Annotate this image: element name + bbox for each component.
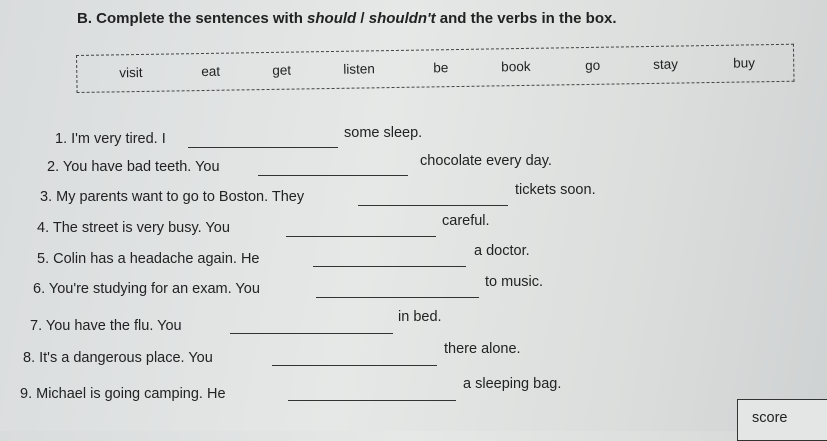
exercise-heading xyxy=(77,10,617,27)
heading-should: should xyxy=(307,10,357,27)
sentence-9-start: 9. Michael is going camping. He xyxy=(20,386,226,402)
sentence-7-blank[interactable] xyxy=(230,333,393,334)
word-visit: visit xyxy=(119,64,143,81)
word-go: go xyxy=(585,57,601,74)
sentence-5-blank[interactable] xyxy=(313,266,466,267)
sentence-6-end: to music. xyxy=(485,274,544,290)
heading-slash: / xyxy=(356,10,369,27)
word-stay: stay xyxy=(653,56,679,72)
sentence-2-start: 2. You have bad teeth. You xyxy=(47,159,220,175)
word-get: get xyxy=(272,62,292,78)
score-box xyxy=(737,399,827,441)
sentence-4-blank[interactable] xyxy=(286,236,436,237)
word-book: book xyxy=(501,58,531,75)
heading-shouldnt: shouldn't xyxy=(368,10,436,27)
score-label: score xyxy=(752,410,788,426)
word-be: be xyxy=(433,60,449,76)
sentence-1-start: 1. I'm very tired. I xyxy=(55,131,166,147)
sentence-2-end: chocolate every day. xyxy=(420,153,552,169)
word-eat: eat xyxy=(201,63,221,80)
sentence-3-start: 3. My parents want to go to Boston. They xyxy=(40,189,305,205)
heading-prefix: B. Complete the sentences with xyxy=(77,10,308,27)
sentence-9-end: a sleeping bag. xyxy=(463,376,562,392)
sentence-6-start: 6. You're studying for an exam. You xyxy=(33,281,260,297)
sentence-8-end: there alone. xyxy=(444,341,521,357)
sentence-7-start: 7. You have the flu. You xyxy=(30,318,182,334)
sentence-6-blank[interactable] xyxy=(316,297,479,298)
sentence-4-start: 4. The street is very busy. You xyxy=(37,220,230,236)
sentence-8-blank[interactable] xyxy=(272,365,437,366)
sentence-8-start: 8. It's a dangerous place. You xyxy=(23,350,213,366)
sentence-1-end: some sleep. xyxy=(344,125,423,141)
heading-suffix: and the verbs in the box. xyxy=(435,10,617,27)
sentence-1-blank[interactable] xyxy=(188,147,338,148)
sentence-9-blank[interactable] xyxy=(288,400,456,401)
sentence-7-end: in bed. xyxy=(398,309,442,325)
sentence-4-end: careful. xyxy=(442,213,490,229)
sentence-3-blank[interactable] xyxy=(358,205,508,206)
word-listen: listen xyxy=(343,61,375,77)
sentence-3-end: tickets soon. xyxy=(515,182,596,198)
sentence-5-end: a doctor. xyxy=(474,243,530,259)
sentence-5-start: 5. Colin has a headache again. He xyxy=(37,251,260,267)
sentence-2-blank[interactable] xyxy=(258,175,408,176)
word-buy: buy xyxy=(733,55,756,71)
verb-word-box xyxy=(76,44,795,93)
